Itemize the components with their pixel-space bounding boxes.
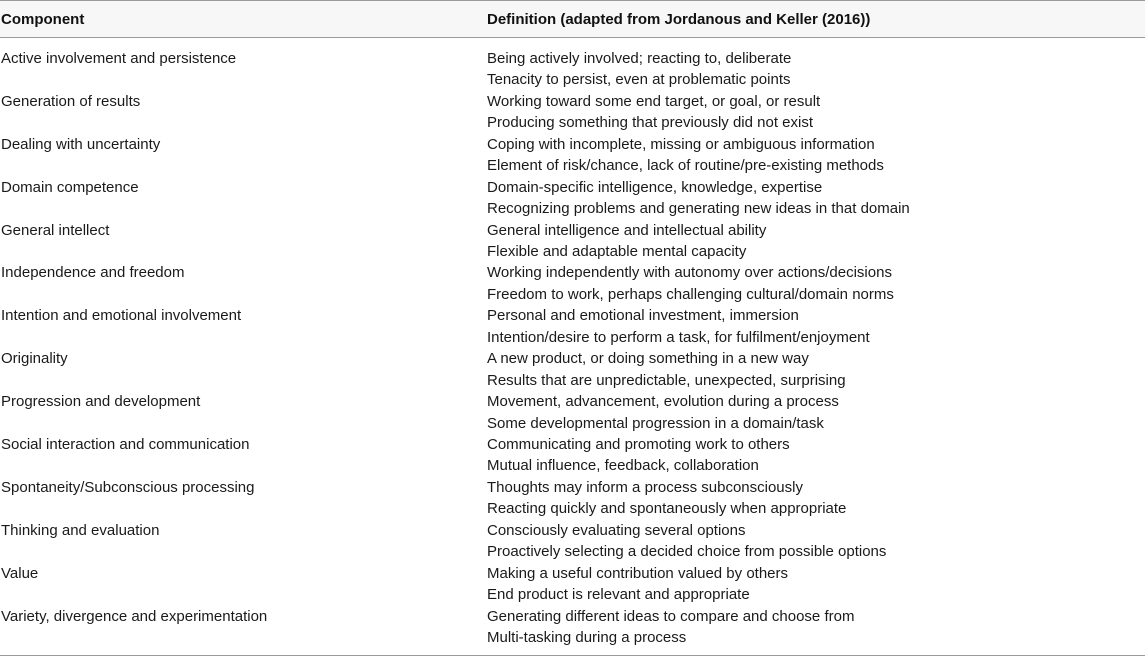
definition-line: Multi-tasking during a process (487, 629, 687, 647)
definition-cell (487, 48, 791, 91)
definition-line: Element of risk/chance, lack of routine/pre-existing methods (487, 157, 884, 175)
definition-cell (487, 606, 854, 649)
definition-cell (487, 477, 846, 520)
definition-line: Domain-specific intelligence, knowledge, expertise (487, 178, 823, 196)
table-bottom-rule (0, 655, 1145, 656)
definition-line: Results that are unpredictable, unexpected, surprising (487, 371, 846, 389)
table-row (0, 606, 1145, 649)
table-header (0, 0, 1145, 38)
header-component: Component (1, 11, 85, 28)
definition-line: Personal and emotional investment, immersion (487, 307, 799, 325)
definition-line: Movement, advancement, evolution during a process (487, 393, 839, 411)
definition-line: Producing something that previously did not exist (487, 114, 814, 132)
table-row (0, 220, 1145, 263)
table-row (0, 520, 1145, 563)
definition-line: Freedom to work, perhaps challenging cultural/domain norms (487, 285, 894, 303)
component-cell: Active involvement and persistence (1, 50, 237, 67)
definition-line: A new product, or doing something in a new way (487, 350, 809, 368)
definition-line: Flexible and adaptable mental capacity (487, 243, 747, 261)
definition-line: Working independently with autonomy over actions/decisions (487, 264, 892, 282)
definition-line: Mutual influence, feedback, collaboration (487, 457, 759, 475)
table-row (0, 434, 1145, 477)
component-cell: Value (1, 564, 39, 582)
table-row (0, 134, 1145, 177)
component-cell: Generation of results (1, 92, 141, 110)
component-cell: Thinking and evaluation (1, 521, 160, 539)
definition-cell (487, 520, 886, 563)
component-cell: Dealing with uncertainty (1, 135, 161, 153)
table-row (0, 305, 1145, 348)
definition-cell (487, 262, 894, 305)
header-definition: Definition (adapted from Jordanous and Keller (2016)) (487, 11, 871, 28)
definition-line: Consciously evaluating several options (487, 521, 746, 539)
definition-line: Tenacity to persist, even at problematic points (487, 71, 791, 89)
table-row (0, 177, 1145, 220)
table-row (0, 262, 1145, 305)
definition-line: Proactively selecting a decided choice from possible options (487, 543, 887, 561)
definition-cell (487, 220, 766, 263)
definition-line: Some developmental progression in a domain/task (487, 414, 824, 432)
component-cell: Domain competence (1, 178, 139, 196)
definition-cell (487, 434, 790, 477)
definition-cell (487, 91, 820, 134)
component-cell: Intention and emotional involvement (1, 307, 242, 325)
definition-cell (487, 305, 870, 348)
definition-line: Coping with incomplete, missing or ambiguous information (487, 135, 875, 153)
component-cell: Variety, divergence and experimentation (1, 607, 268, 625)
definition-line: Generating different ideas to compare and choose from (487, 607, 855, 625)
definition-cell (487, 563, 788, 606)
definition-cell (487, 177, 910, 220)
component-cell: Independence and freedom (1, 264, 185, 282)
component-cell: Social interaction and communication (1, 436, 250, 454)
definition-line: Intention/desire to perform a task, for fulfilment/enjoyment (487, 328, 870, 346)
table-body (0, 38, 1145, 648)
definition-line: Communicating and promoting work to others (487, 436, 790, 454)
definition-cell (487, 348, 846, 391)
table-row (0, 391, 1145, 434)
definition-line: Reacting quickly and spontaneously when appropriate (487, 500, 847, 518)
table-row (0, 91, 1145, 134)
table-row (0, 477, 1145, 520)
definition-line: Thoughts may inform a process subconsciously (487, 478, 803, 496)
component-cell: Spontaneity/Subconscious processing (1, 478, 255, 496)
definition-cell (487, 134, 884, 177)
table-row (0, 563, 1145, 606)
component-cell: General intellect (1, 221, 110, 239)
definition-cell (487, 391, 839, 434)
definition-line: Recognizing problems and generating new ideas in that domain (487, 200, 910, 218)
definition-line: Working toward some end target, or goal, or result (487, 92, 821, 110)
definition-line: Being actively involved; reacting to, deliberate (487, 50, 792, 67)
component-cell: Progression and development (1, 393, 201, 411)
table-row (0, 48, 1145, 91)
definition-line: Making a useful contribution valued by others (487, 564, 789, 582)
component-cell: Originality (1, 350, 68, 368)
table-row (0, 348, 1145, 391)
definition-line: End product is relevant and appropriate (487, 586, 750, 604)
definition-line: General intelligence and intellectual ability (487, 221, 767, 239)
